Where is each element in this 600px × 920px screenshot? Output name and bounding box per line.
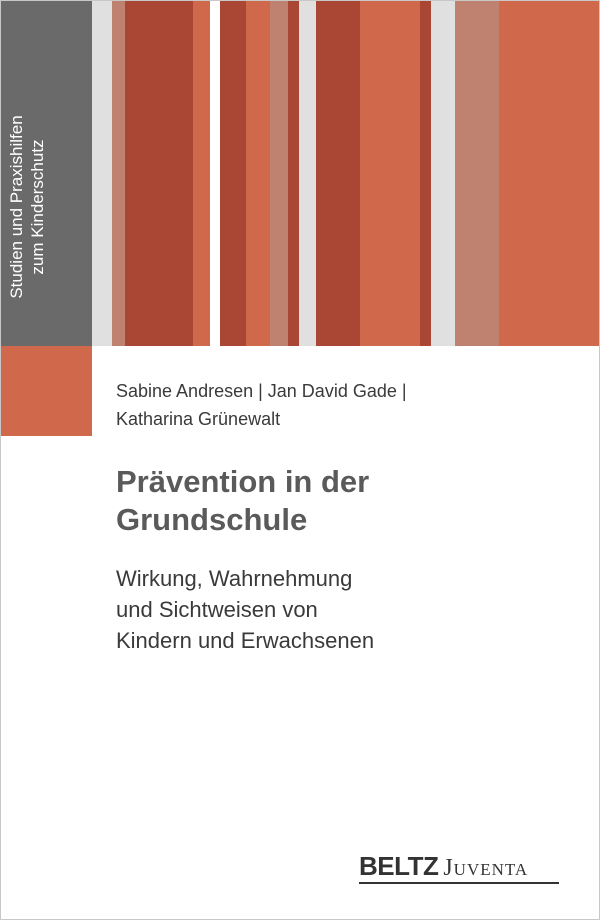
stripe: [210, 1, 220, 346]
stripe: [270, 1, 288, 346]
stripe-pattern: [92, 1, 599, 346]
stripe: [125, 1, 193, 346]
stripe: [112, 1, 125, 346]
stripe: [299, 1, 316, 346]
subtitle-line: Kindern und Erwachsenen: [116, 628, 375, 653]
book-subtitle: [116, 563, 576, 656]
series-name: [6, 82, 52, 332]
series-name-line: zum Kinderschutz: [28, 139, 47, 275]
publisher-name-secondary: Juventa: [443, 855, 529, 881]
author-line: Sabine Andresen | Jan David Gade |: [116, 381, 407, 401]
stripe: [288, 1, 299, 346]
series-name-line: Studien und Praxishilfen: [7, 115, 26, 299]
publisher-logo: [359, 851, 528, 885]
stripe: [316, 1, 360, 346]
stripe: [193, 1, 210, 346]
stripe: [92, 1, 112, 346]
subtitle-line: und Sichtweisen von: [116, 597, 318, 622]
book-title: [116, 463, 576, 539]
stripe: [455, 1, 499, 346]
stripe: [499, 1, 599, 346]
subtitle-line: Wirkung, Wahrnehmung: [116, 566, 353, 591]
stripe: [360, 1, 420, 346]
author-list: [116, 377, 407, 433]
accent-block: [1, 346, 92, 436]
publisher-name-primary: BELTZ: [359, 851, 439, 881]
stripe: [220, 1, 246, 346]
title-line: Prävention in der: [116, 464, 370, 499]
stripe: [431, 1, 455, 346]
author-line: Katharina Grünewalt: [116, 409, 281, 429]
title-line: Grundschule: [116, 502, 308, 537]
stripe: [420, 1, 431, 346]
stripe: [246, 1, 270, 346]
publisher-underline: [359, 882, 559, 884]
